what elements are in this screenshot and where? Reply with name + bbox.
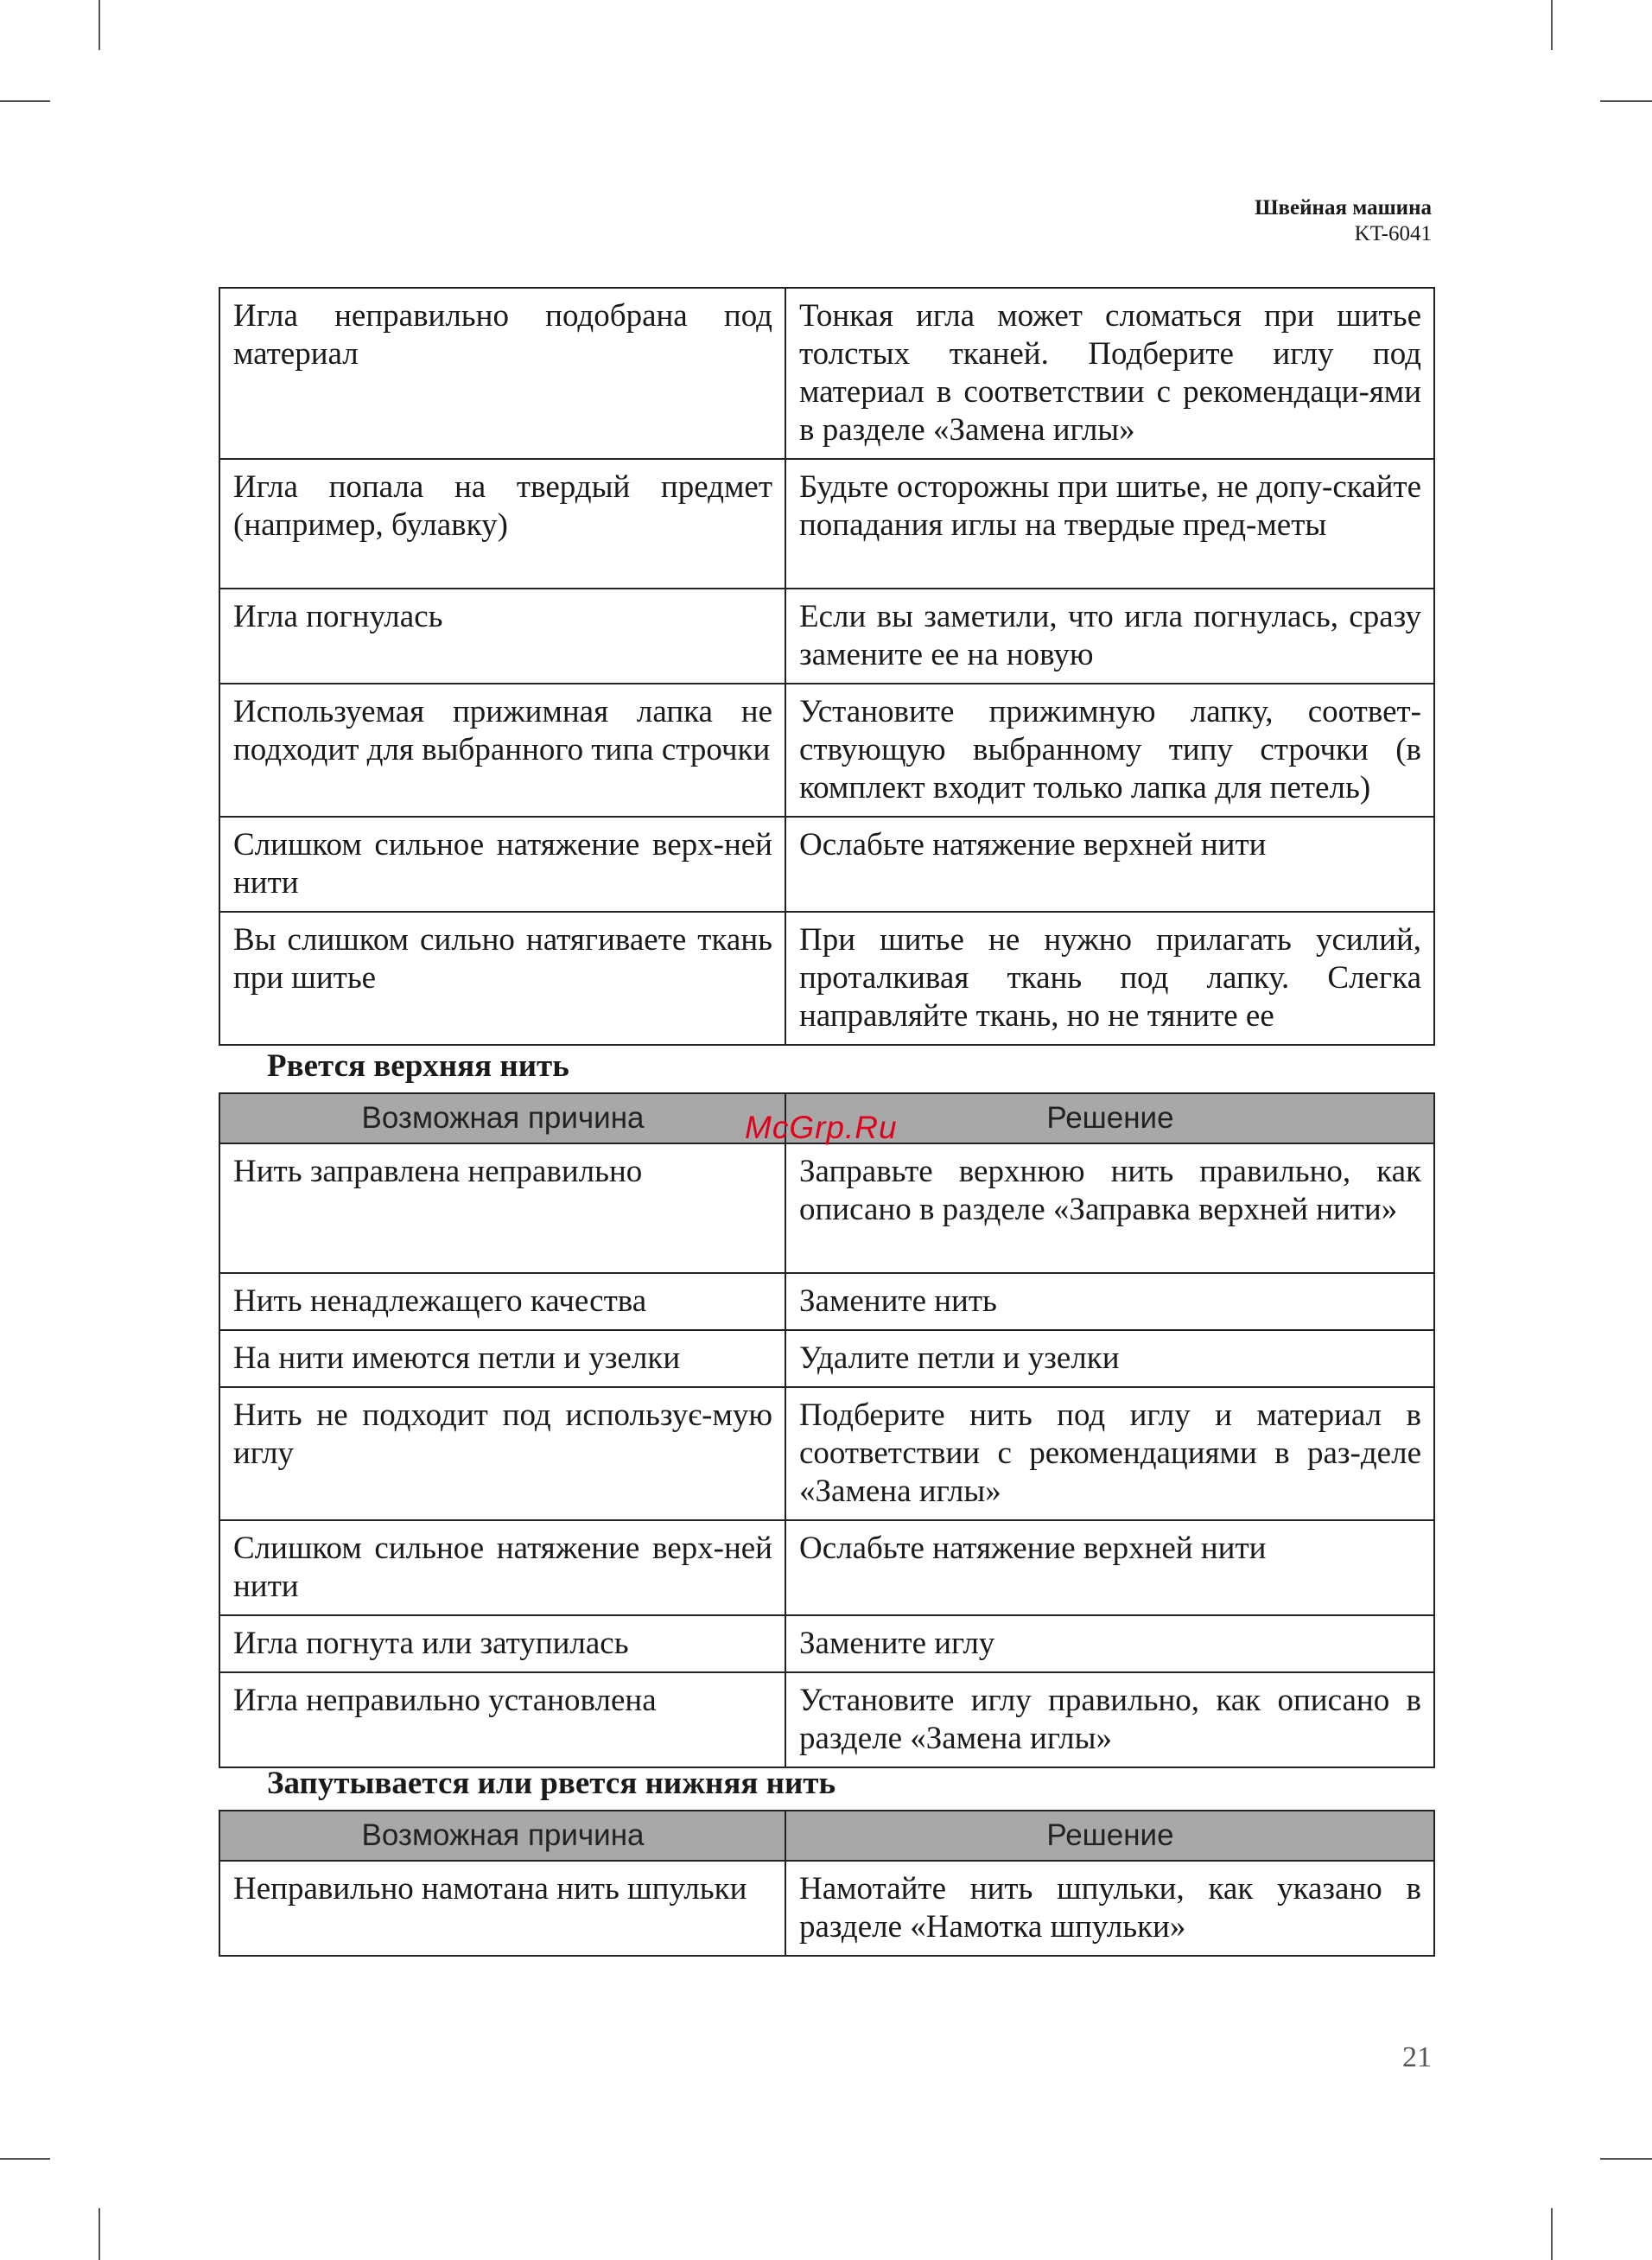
solution-cell: Ослабьте натяжение верхней нити	[785, 817, 1434, 912]
table-row	[219, 459, 1434, 589]
cause-cell: Слишком сильное натяжение верх-ней нити	[219, 817, 785, 912]
cause-cell: Нить ненадлежащего качества	[219, 1273, 785, 1330]
column-header-cause: Возможная причина	[219, 1093, 785, 1143]
troubleshooting-table-upper-thread	[219, 1092, 1435, 1768]
crop-mark	[1600, 100, 1652, 102]
cause-cell: Игла погнута или затупилась	[219, 1615, 785, 1672]
cause-cell: На нити имеются петли и узелки	[219, 1330, 785, 1387]
table-row	[219, 912, 1434, 1045]
table-row	[219, 589, 1434, 684]
solution-cell: При шитье не нужно прилагать усилий, проталкивая ткань под лапку. Слегка направляйте ткань, но не тяните ее	[785, 912, 1434, 1045]
cause-cell: Неправильно намотана нить шпульки	[219, 1861, 785, 1956]
solution-cell: Заправьте верхнюю нить правильно, как описано в разделе «Заправка верхней нити»	[785, 1143, 1434, 1273]
cause-cell: Вы слишком сильно натягиваете ткань при шитье	[219, 912, 785, 1045]
crop-mark	[0, 100, 50, 102]
solution-cell: Установите прижимную лапку, соответ-ствующую выбранному типу строчки (в комплект входит только лапка для петель)	[785, 684, 1434, 817]
table-row	[219, 684, 1434, 817]
solution-cell: Будьте осторожны при шитье, не допу-скайте попадания иглы на твердые пред-меты	[785, 459, 1434, 589]
crop-mark	[1551, 0, 1553, 50]
solution-cell: Замените нить	[785, 1273, 1434, 1330]
cause-cell: Игла неправильно установлена	[219, 1672, 785, 1767]
table-row	[219, 1273, 1434, 1330]
table-row	[219, 288, 1434, 459]
table-row	[219, 1672, 1434, 1767]
solution-cell: Если вы заметили, что игла погнулась, сразу замените ее на новую	[785, 589, 1434, 684]
table-header-row	[219, 1811, 1434, 1861]
table-row	[219, 1861, 1434, 1956]
cause-cell: Нить не подходит под использує-мую иглу	[219, 1387, 785, 1520]
cause-cell: Игла погнулась	[219, 589, 785, 684]
cause-cell: Игла неправильно подобрана под материал	[219, 288, 785, 459]
table-row	[219, 1387, 1434, 1520]
crop-mark	[1600, 2158, 1652, 2160]
table-row	[219, 1143, 1434, 1273]
cause-cell: Используемая прижимная лапка не подходит для выбранного типа строчки	[219, 684, 785, 817]
header-title: Швейная машина	[1255, 196, 1432, 220]
solution-cell: Тонкая игла может сломаться при шитье толстых тканей. Подберите иглу под материал в соответствии с рекомендаци-ями в разделе «Замена иглы»	[785, 288, 1434, 459]
table-row	[219, 1615, 1434, 1672]
crop-mark	[1551, 2208, 1553, 2260]
header-model: KT-6041	[1354, 222, 1432, 245]
solution-cell: Ослабьте натяжение верхней нити	[785, 1520, 1434, 1615]
crop-mark	[0, 2158, 50, 2160]
column-header-solution: Решение	[785, 1811, 1434, 1861]
troubleshooting-table-needle	[219, 287, 1435, 1046]
solution-cell: Намотайте нить шпульки, как указано в разделе «Намотка шпульки»	[785, 1861, 1434, 1956]
column-header-cause: Возможная причина	[219, 1811, 785, 1861]
section-title-lower-thread: Запутывается или рвется нижняя нить	[267, 1766, 836, 1801]
solution-cell: Подберите нить под иглу и материал в соответствии с рекомендациями в раз-деле «Замена иглы»	[785, 1387, 1434, 1520]
cause-cell: Нить заправлена неправильно	[219, 1143, 785, 1273]
solution-cell: Замените иглу	[785, 1615, 1434, 1672]
section-title-upper-thread: Рвется верхняя нить	[267, 1048, 569, 1084]
table-row	[219, 817, 1434, 912]
page-header	[1255, 195, 1432, 247]
crop-mark	[98, 0, 100, 50]
page-number: 21	[1402, 2041, 1432, 2073]
table-row	[219, 1330, 1434, 1387]
watermark-text: McGrp.Ru	[745, 1110, 898, 1145]
crop-mark	[98, 2208, 100, 2260]
solution-cell: Удалите петли и узелки	[785, 1330, 1434, 1387]
column-header-solution: Решение	[785, 1093, 1434, 1143]
cause-cell: Игла попала на твердый предмет (например, булавку)	[219, 459, 785, 589]
solution-cell: Установите иглу правильно, как описано в разделе «Замена иглы»	[785, 1672, 1434, 1767]
troubleshooting-table-lower-thread	[219, 1810, 1435, 1957]
table-row	[219, 1520, 1434, 1615]
cause-cell: Слишком сильное натяжение верх-ней нити	[219, 1520, 785, 1615]
